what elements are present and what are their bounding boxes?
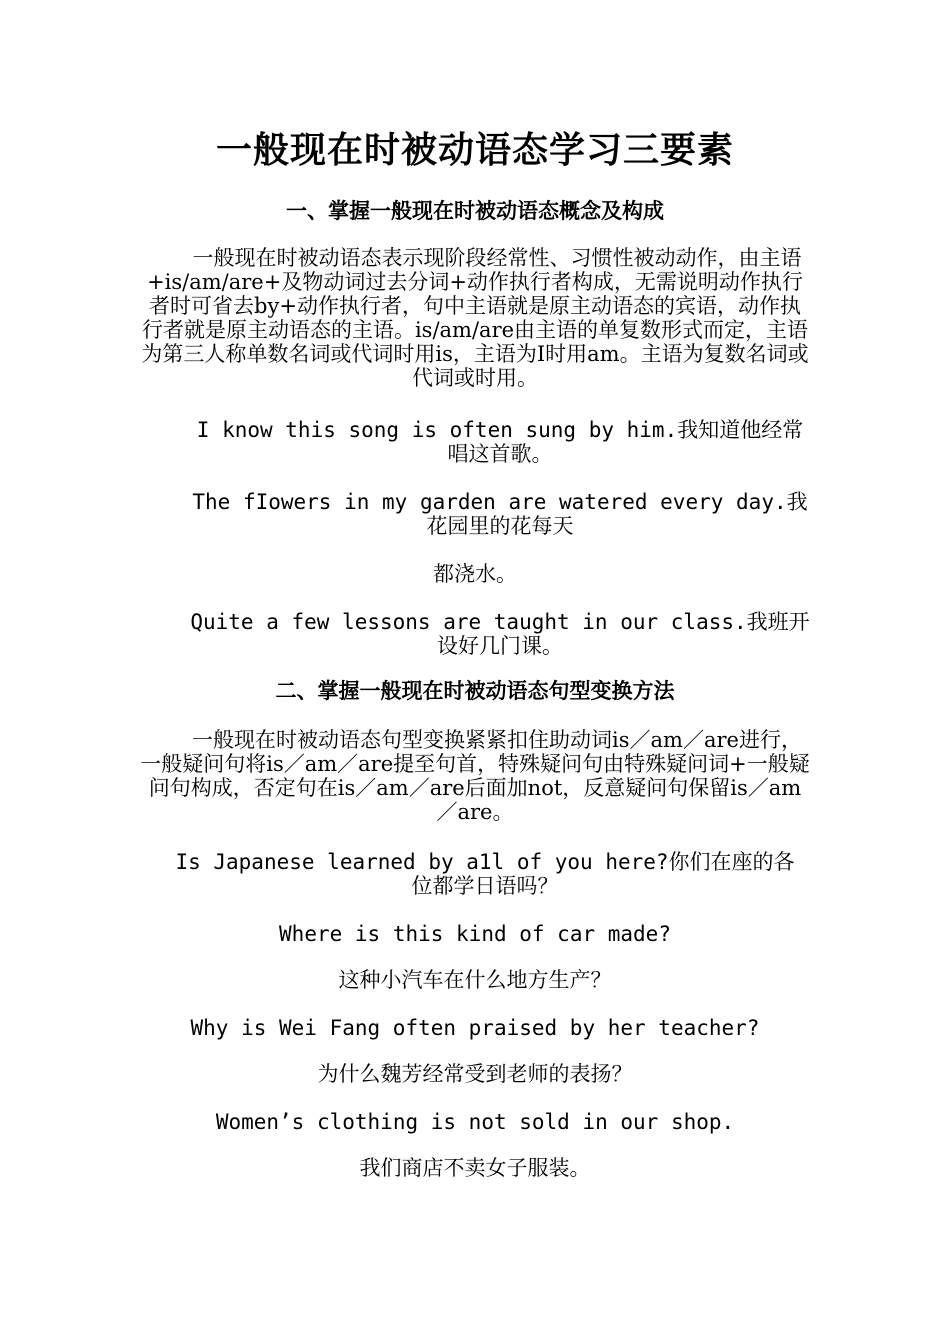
- section-2-paragraph-text: 一般现在时被动语态句型变换紧紧扣住助动词is／am／are进行，一般疑问句将is／am／are提至句首，特殊疑问句由特殊疑问词+一般疑问句构成，否定句在is／am／are后面加not，反意疑问句保留is／am／are。: [140, 728, 810, 824]
- example-sentence: [190, 490, 810, 538]
- section-2-paragraph: [140, 728, 810, 824]
- section-1-paragraph: [140, 246, 810, 390]
- example-english: Where is this kind of car made?: [279, 922, 671, 946]
- section-2-heading: 二、掌握一般现在时被动语态句型变换方法: [275, 678, 675, 703]
- example-chinese-continued: 都浇水。: [433, 562, 517, 586]
- page-title: 一般现在时被动语态学习三要素: [215, 129, 734, 171]
- example-english: I know this song is often sung by him.: [196, 418, 678, 442]
- example-english: Women’s clothing is not sold in our shop.: [215, 1110, 735, 1134]
- example-chinese: 我知道他经常唱这首歌。: [447, 418, 804, 466]
- example-english: The fIowers in my garden are watered every day.: [192, 490, 787, 514]
- example-chinese: 我花园里的花每天: [426, 490, 808, 538]
- example-english: Is Japanese learned by a1l of you here?: [175, 850, 669, 874]
- example-chinese: 为什么魏芳经常受到老师的表扬？: [317, 1062, 633, 1086]
- example-chinese: 你们在座的各位都学日语吗？: [411, 850, 795, 898]
- example-sentence: [190, 418, 810, 466]
- section-1-heading: 一、掌握一般现在时被动语态概念及构成: [286, 198, 664, 223]
- example-sentence: [190, 610, 810, 658]
- section-1-paragraph-text: 一般现在时被动语态表示现阶段经常性、习惯性被动动作，由主语+is/am/are+及物动词过去分词+动作执行者构成，无需说明动作执行者时可省去by+动作执行者，句中主语就是原主动语态的宾语，动作执行者就是原主动语态的主语。is/am/are由主语的单复数形式而定，主语为第三人称单数名词或代词时用is，主语为I时用am。主语为复数名词或代词或时用。: [141, 246, 809, 390]
- example-english: Why is Wei Fang often praised by her teacher?: [190, 1016, 760, 1040]
- example-chinese: 我们商店不卖女子服装。: [359, 1156, 591, 1180]
- example-chinese: 我班开设好几门课。: [437, 610, 810, 658]
- example-chinese: 这种小汽车在什么地方生产？: [338, 968, 612, 992]
- example-sentence: [170, 850, 800, 898]
- example-english: Quite a few lessons are taught in our class.: [190, 610, 747, 634]
